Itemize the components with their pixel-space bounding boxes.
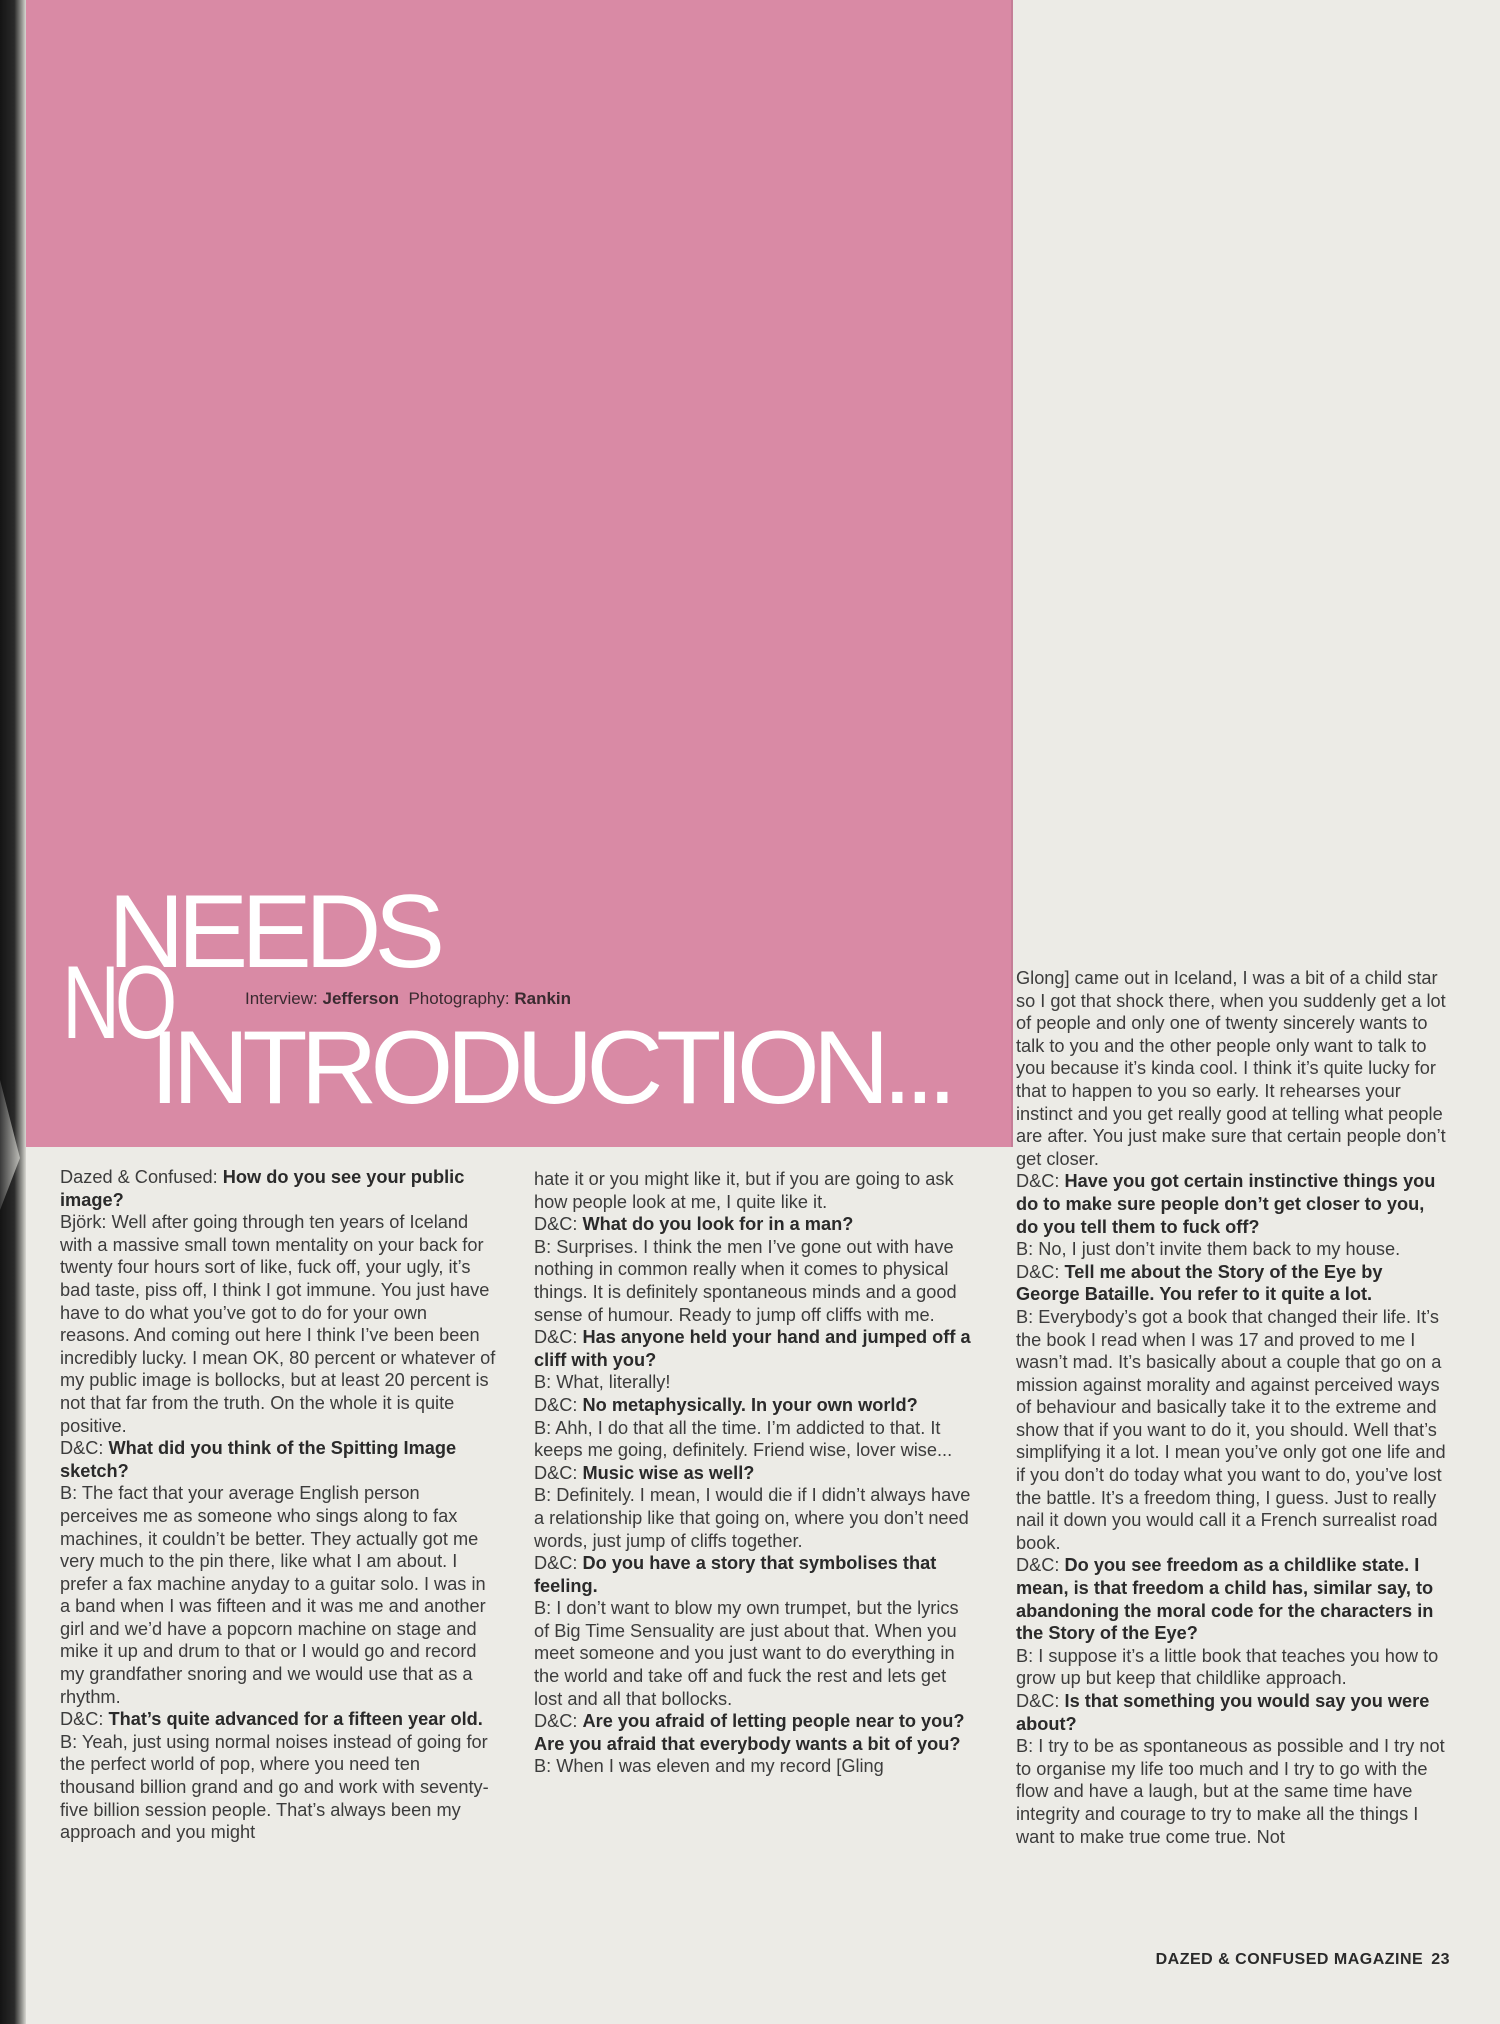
interview-answer: I try to be as spontaneous as possible and I try not to organise my life too much and I try to go with the flow and have a laugh, but at the same time have integrity and courage to try to make all the things I want to make true come true. Not <box>1016 1736 1445 1847</box>
speaker-label: D&C: <box>534 1327 578 1348</box>
speaker-label: B: <box>1016 1736 1034 1757</box>
interview-answer: No, I just don’t invite them back to my house. <box>1038 1239 1401 1260</box>
interview-question: Is that something you would say you were about? <box>1016 1691 1430 1734</box>
interview-answer: I don’t want to blow my own trumpet, but the lyrics of Big Time Sensuality are just about that. When you meet someone and you just want to do everything in the world and take off and fuck the rest and lets get lost and all that bollocks. <box>534 1598 959 1709</box>
byline <box>245 989 571 1009</box>
article-column-1 <box>60 1166 498 1844</box>
interview-paragraph <box>60 1437 498 1482</box>
interview-answer: Definitely. I mean, I would die if I didn’t always have a relationship like that going on, where you don’t need words, just jump of cliffs together. <box>534 1485 971 1551</box>
interview-paragraph <box>1016 1306 1450 1555</box>
speaker-label: Björk: <box>60 1212 107 1233</box>
speaker-label: D&C: <box>1016 1691 1060 1711</box>
interview-answer: What, literally! <box>556 1372 671 1393</box>
magazine-name: DAZED & CONFUSED MAGAZINE <box>1155 1951 1424 1968</box>
interview-answer: Well after going through ten years of Iceland with a massive small town mentality on your back for twenty four hours sort of like, fuck off, your ugly, it’s bad taste, piss off, I think I got immune. You just have have to do what you’ve got to do for your own reasons. And coming out here I think I’ve been been incredibly lucky. I mean OK, 80 percent or whatever of my public image is bollocks, but at least 20 percent is not that far from the truth. On the whole it is quite positive. <box>60 1212 496 1436</box>
speaker-label: B: <box>1016 1239 1034 1260</box>
speaker-label: D&C: <box>534 1462 578 1483</box>
interview-answer: I suppose it’s a little book that teaches you how to grow up but keep that childlike approach. <box>1016 1645 1439 1689</box>
interview-paragraph <box>1016 1735 1450 1848</box>
interview-answer: Surprises. I think the men I’ve gone out with have nothing in common really when it comes to physical things. It is definitely spontaneous minds and a good sense of humour. Ready to jump off cliffs with me. <box>534 1236 957 1325</box>
speaker-label: Dazed & Confused: <box>60 1167 218 1187</box>
interview-paragraph <box>534 1394 974 1417</box>
speaker-label: B: <box>534 1417 552 1438</box>
speaker-label: D&C: <box>534 1711 578 1732</box>
interview-answer: Ahh, I do that all the time. I’m addicted to that. It keeps me going, definitely. Friend wise, lover wise... <box>534 1417 953 1461</box>
speaker-label: D&C: <box>1016 1171 1060 1192</box>
interview-label: Interview: <box>245 989 318 1008</box>
speaker-label: D&C: <box>534 1394 578 1415</box>
headline-word-introduction: INTRODUCTION... <box>150 1010 950 1126</box>
interview-paragraph <box>534 1462 974 1485</box>
page-spine-shadow <box>0 0 26 2024</box>
interview-answer: hate it or you might like it, but if you are going to ask how people look at me, I quite like it. <box>534 1169 954 1212</box>
interview-paragraph <box>534 1213 974 1236</box>
interview-paragraph <box>60 1731 498 1844</box>
interview-question: Do you have a story that symbolises that feeling. <box>534 1553 937 1596</box>
interview-question: No metaphysically. In your own world? <box>582 1394 918 1415</box>
speaker-label: D&C: <box>60 1709 104 1730</box>
interview-paragraph <box>1016 1261 1450 1306</box>
pink-block-edge <box>1011 0 1013 1147</box>
speaker-label: D&C: <box>1016 1555 1060 1576</box>
speaker-label: D&C: <box>534 1553 578 1574</box>
interview-paragraph <box>534 1710 974 1755</box>
speaker-label: B: <box>534 1236 552 1257</box>
interview-paragraph <box>60 1482 498 1708</box>
speaker-label: B: <box>534 1598 552 1619</box>
interview-paragraph <box>1016 1554 1450 1644</box>
interview-question: What do you look for in a man? <box>582 1214 854 1235</box>
speaker-label: D&C: <box>60 1438 104 1459</box>
interview-paragraph <box>1016 1645 1450 1690</box>
interview-answer: Yeah, just using normal noises instead of going for the perfect world of pop, where you need ten thousand billion grand and go and work with seventy-five billion session people. That’s always been my approach and you might <box>60 1731 489 1843</box>
photography-label: Photography: <box>408 989 510 1008</box>
interview-answer: Everybody’s got a book that changed their life. It’s the book I read when I was 17 and proved to me I wasn’t mad. It’s basically about a couple that go on a mission against morality and against perceived ways of behaviour and basically take it to the extreme and show that if you want to do it, you should. Well that’s simplifying it a lot. I mean you’ve only got one life and if you don’t do today what you want to do, you’ve lost the battle. It’s a freedom thing, I guess. Just to really nail it down you would call it a French surrealist road book. <box>1016 1306 1446 1553</box>
photographer-name: Rankin <box>514 989 572 1008</box>
interview-question: How do you see your public image? <box>60 1167 465 1210</box>
interview-paragraph <box>1016 1170 1450 1238</box>
interview-paragraph <box>1016 1238 1450 1261</box>
interview-paragraph <box>534 1236 974 1326</box>
interview-paragraph <box>60 1211 498 1437</box>
interview-paragraph <box>534 1484 974 1552</box>
speaker-label: D&C: <box>1016 1261 1060 1282</box>
interview-answer: When I was eleven and my record [Gling <box>556 1756 884 1777</box>
interview-paragraph <box>534 1597 974 1710</box>
interview-paragraph <box>534 1417 974 1462</box>
page-number: 23 <box>1431 1951 1450 1968</box>
speaker-label: B: <box>1016 1306 1034 1327</box>
interview-paragraph <box>534 1371 974 1394</box>
speaker-label: B: <box>534 1485 552 1506</box>
headline-word-needs: NEEDS <box>108 874 438 990</box>
speaker-label: D&C: <box>534 1214 578 1235</box>
interview-question: That’s quite advanced for a fifteen year old. <box>108 1709 483 1730</box>
speaker-label: B: <box>60 1731 78 1752</box>
interview-paragraph <box>534 1552 974 1597</box>
interview-paragraph <box>60 1708 498 1731</box>
interview-question: Tell me about the Story of the Eye by George Bataille. You refer to it quite a lot. <box>1016 1261 1383 1305</box>
interviewer-name: Jefferson <box>322 989 400 1008</box>
page-footer <box>1148 1951 1450 1969</box>
speaker-label: B: <box>1016 1645 1034 1666</box>
article-column-3 <box>1016 967 1450 1848</box>
interview-question: Are you afraid of letting people near to you? Are you afraid that everybody wants a bit of you? <box>534 1711 965 1754</box>
interview-question: Has anyone held your hand and jumped off a cliff with you? <box>534 1327 971 1370</box>
interview-paragraph <box>60 1166 498 1211</box>
interview-answer: Glong] came out in Iceland, I was a bit of a child star so I got that shock there, when you suddenly get a lot of people and only one of twenty sincerely wants to talk to you and the other people only want to talk to you because it’s kinda cool. I think it’s quite lucky for that to happen to you so early. It rehearses your instinct and you get really good at telling what people are after. You just make sure that certain people don’t get closer. <box>1016 968 1446 1169</box>
interview-paragraph <box>534 1755 974 1778</box>
interview-question: Have you got certain instinctive things you do to make sure people don’t get closer to you, do you tell them to fuck off? <box>1016 1171 1436 1237</box>
interview-answer: The fact that your average English person perceives me as someone who sings along to fax machines, it couldn’t be better. They actually got me very much to the pin there, like what I am about. I prefer a fax machine anyday to a guitar solo. I was in a band when I was fifteen and it was me and another girl and we’d have a popcorn machine on stage and mike it up and drum to that or I would go and record my grandfather snoring and we would use that as a rhythm. <box>60 1483 486 1707</box>
interview-paragraph <box>1016 967 1450 1170</box>
headline-word-no: NO <box>62 945 172 1061</box>
article-column-2 <box>534 1168 974 1778</box>
interview-question: What did you think of the Spitting Image sketch? <box>60 1438 457 1481</box>
speaker-label: B: <box>534 1756 552 1777</box>
interview-paragraph <box>534 1326 974 1371</box>
interview-question: Do you see freedom as a childlike state. I mean, is that freedom a child has, similar say, to abandoning the moral code for the characters in the Story of the Eye? <box>1016 1555 1434 1644</box>
speaker-label: B: <box>534 1372 552 1393</box>
interview-paragraph <box>1016 1690 1450 1735</box>
interview-question: Music wise as well? <box>582 1462 755 1483</box>
speaker-label: B: <box>60 1483 78 1504</box>
interview-paragraph <box>534 1168 974 1213</box>
